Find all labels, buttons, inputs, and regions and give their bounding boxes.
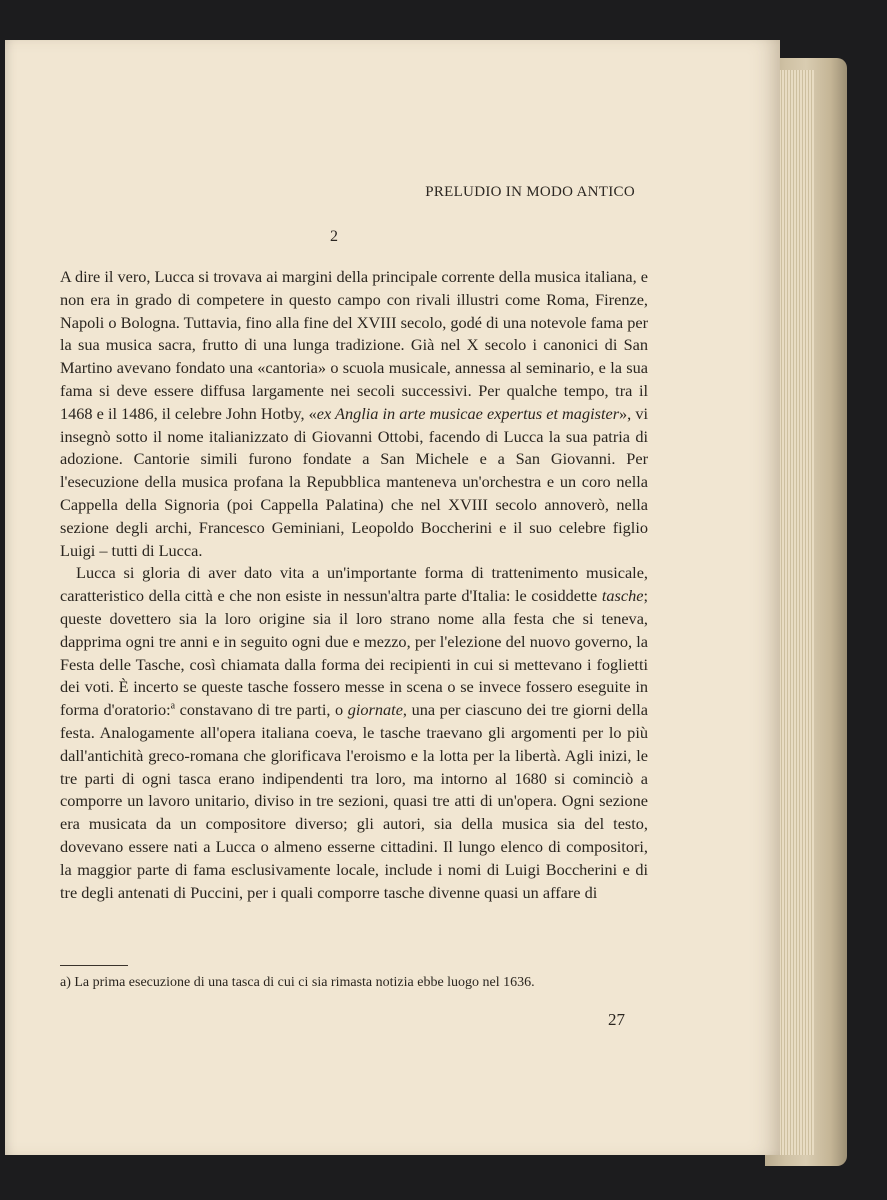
paragraph-1: A dire il vero, Lucca si trovava ai margini della principale corrente della musica italiana, e non era in grado di competere in questo campo con rivali illustri come Roma, Firenze, Napoli o Bologna. Tuttavia, fino alla fine del XVIII secolo, godé di una notevole fama per la sua musica sacra, frutto di una lunga tradizione. Già nel X secolo i canonici di San Martino avevano fondato una «cantoria» o scuola musicale, annessa al seminario, e la sua fama si deve essere diffusa largamente nei secoli successivi. Per qualche tempo, tra il 1468 e il 1486, il celebre John Hotby, «ex Anglia in arte musicae expertus et magister», vi insegnò sotto il nome italianizzato di Giovanni Ottobi, facendo di Lucca la sua patria di adozione. Cantorie simili furono fondate a San Michele e a San Giovanni. Per l'esecuzione della musica profana la Repubblica manteneva un'orchestra e un coro nella Cappella della Signoria (poi Cappella Palatina) che nel XVIII secolo annoverò, nella sezione degli archi, Francesco Geminiani, Leopoldo Boccherini e il suo celebre figlio Luigi – tutti di Lucca. [60, 267, 648, 560]
body-text [60, 266, 648, 904]
term-giornate: giornate [347, 700, 403, 720]
book-page [5, 40, 780, 1155]
running-header: PRELUDIO IN MODO ANTICO [425, 184, 635, 200]
latin-quote: ex Anglia in arte musicae expertus et magister [316, 403, 620, 423]
section-number: 2 [330, 228, 338, 245]
footnote-rule [60, 965, 128, 966]
term-tasche: tasche [601, 586, 644, 606]
footnote-mark: a [170, 700, 176, 712]
footnote: a) La prima esecuzione di una tasca di cui ci sia rimasta notizia ebbe luogo nel 1636. [60, 975, 535, 990]
page-number: 27 [608, 1010, 625, 1029]
paragraph-2: Lucca si gloria di aver dato vita a un'importante forma di trattenimento musicale, caratteristico della città e che non esiste in nessun'altra parte d'Italia: le cosiddette tasche; queste dovettero sia la loro origine sia il loro strano nome alla festa che si teneva, dapprima ogni tre anni e in seguito ogni due e mezzo, per l'elezione del nuovo governo, la Festa delle Tasche, così chiamata dalla forma dei recipienti in cui si mettevano i foglietti dei voti. È incerto se queste tasche fossero messe in scena o se invece fossero eseguite in forma d'oratorio:$^a$ constavano di tre parti, o giornate, una per ciascuno dei tre giorni della festa. Analogamente all'opera italiana coeva, le tasche traevano gli argomenti per lo più dall'antichità greco-romana che glorificava l'eroismo e la lotta per la libertà. Agli inizi, le tre parti di ogni tasca erano indipendenti tra loro, ma intorno al 1680 si cominciò a comporre un lavoro unitario, diviso in tre sezioni, quasi tre atti di un'opera. Ogni sezione era musicata da un compositore diverso; gli autori, sia della musica sia del testo, dovevano essere nati a Lucca o almeno esserne cittadini. Il lungo elenco di compositori, la maggior parte di fama esclusivamente locale, include i nomi di Luigi Boccherini e di tre degli antenati di Puccini, per i quali comporre tasche divenne quasi un affare di [60, 563, 648, 902]
